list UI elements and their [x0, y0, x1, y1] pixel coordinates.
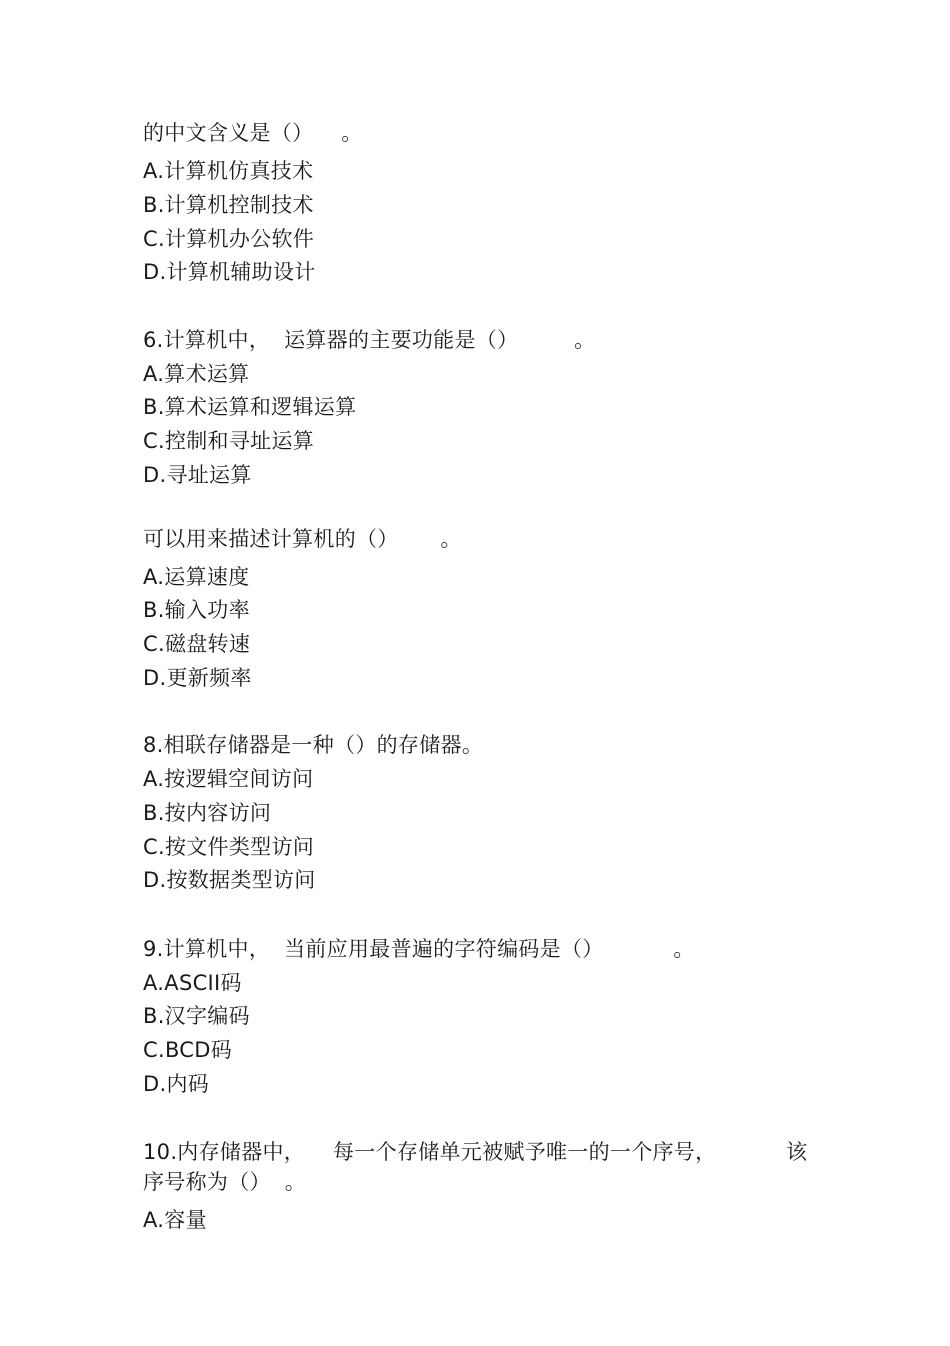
option-d: D.寻址运算: [143, 463, 252, 487]
option-a: A.按逻辑空间访问: [143, 767, 314, 791]
option-c: C.磁盘转速: [143, 632, 251, 656]
question-stem: 10.内存储器中， 每一个存储单元被赋予唯一的一个序号， 该: [143, 1140, 808, 1164]
option-b: B.按内容访问: [143, 801, 272, 825]
option-b: B.汉字编码: [143, 1004, 250, 1028]
option-d: D.内码: [143, 1072, 210, 1096]
question-stem: 9.计算机中， 当前应用最普遍的字符编码是（） 。: [143, 937, 695, 961]
option-d: D.计算机辅助设计: [143, 260, 316, 284]
question-stem: 8.相联存储器是一种（）的存储器。: [143, 733, 484, 757]
option-a: A.容量: [143, 1208, 207, 1232]
question-stem: 的中文含义是（） 。: [143, 121, 363, 145]
option-c: C.按文件类型访问: [143, 835, 315, 859]
option-b: B.输入功率: [143, 598, 250, 622]
option-d: D.更新频率: [143, 666, 252, 690]
option-a: A.算术运算: [143, 362, 250, 386]
option-c: C.控制和寻址运算: [143, 429, 315, 453]
option-c: C.BCD码: [143, 1038, 233, 1062]
option-a: A.运算速度: [143, 565, 250, 589]
option-c: C.计算机办公软件: [143, 227, 315, 251]
option-a: A.ASCII码: [143, 971, 242, 995]
option-a: A.计算机仿真技术: [143, 159, 314, 183]
question-stem-continued: 序号称为（） 。: [143, 1170, 307, 1194]
question-stem: 6.计算机中， 运算器的主要功能是（） 。: [143, 328, 596, 352]
option-b: B.计算机控制技术: [143, 193, 314, 217]
option-b: B.算术运算和逻辑运算: [143, 395, 357, 419]
question-stem: 可以用来描述计算机的（） 。: [143, 527, 462, 551]
option-d: D.按数据类型访问: [143, 868, 316, 892]
